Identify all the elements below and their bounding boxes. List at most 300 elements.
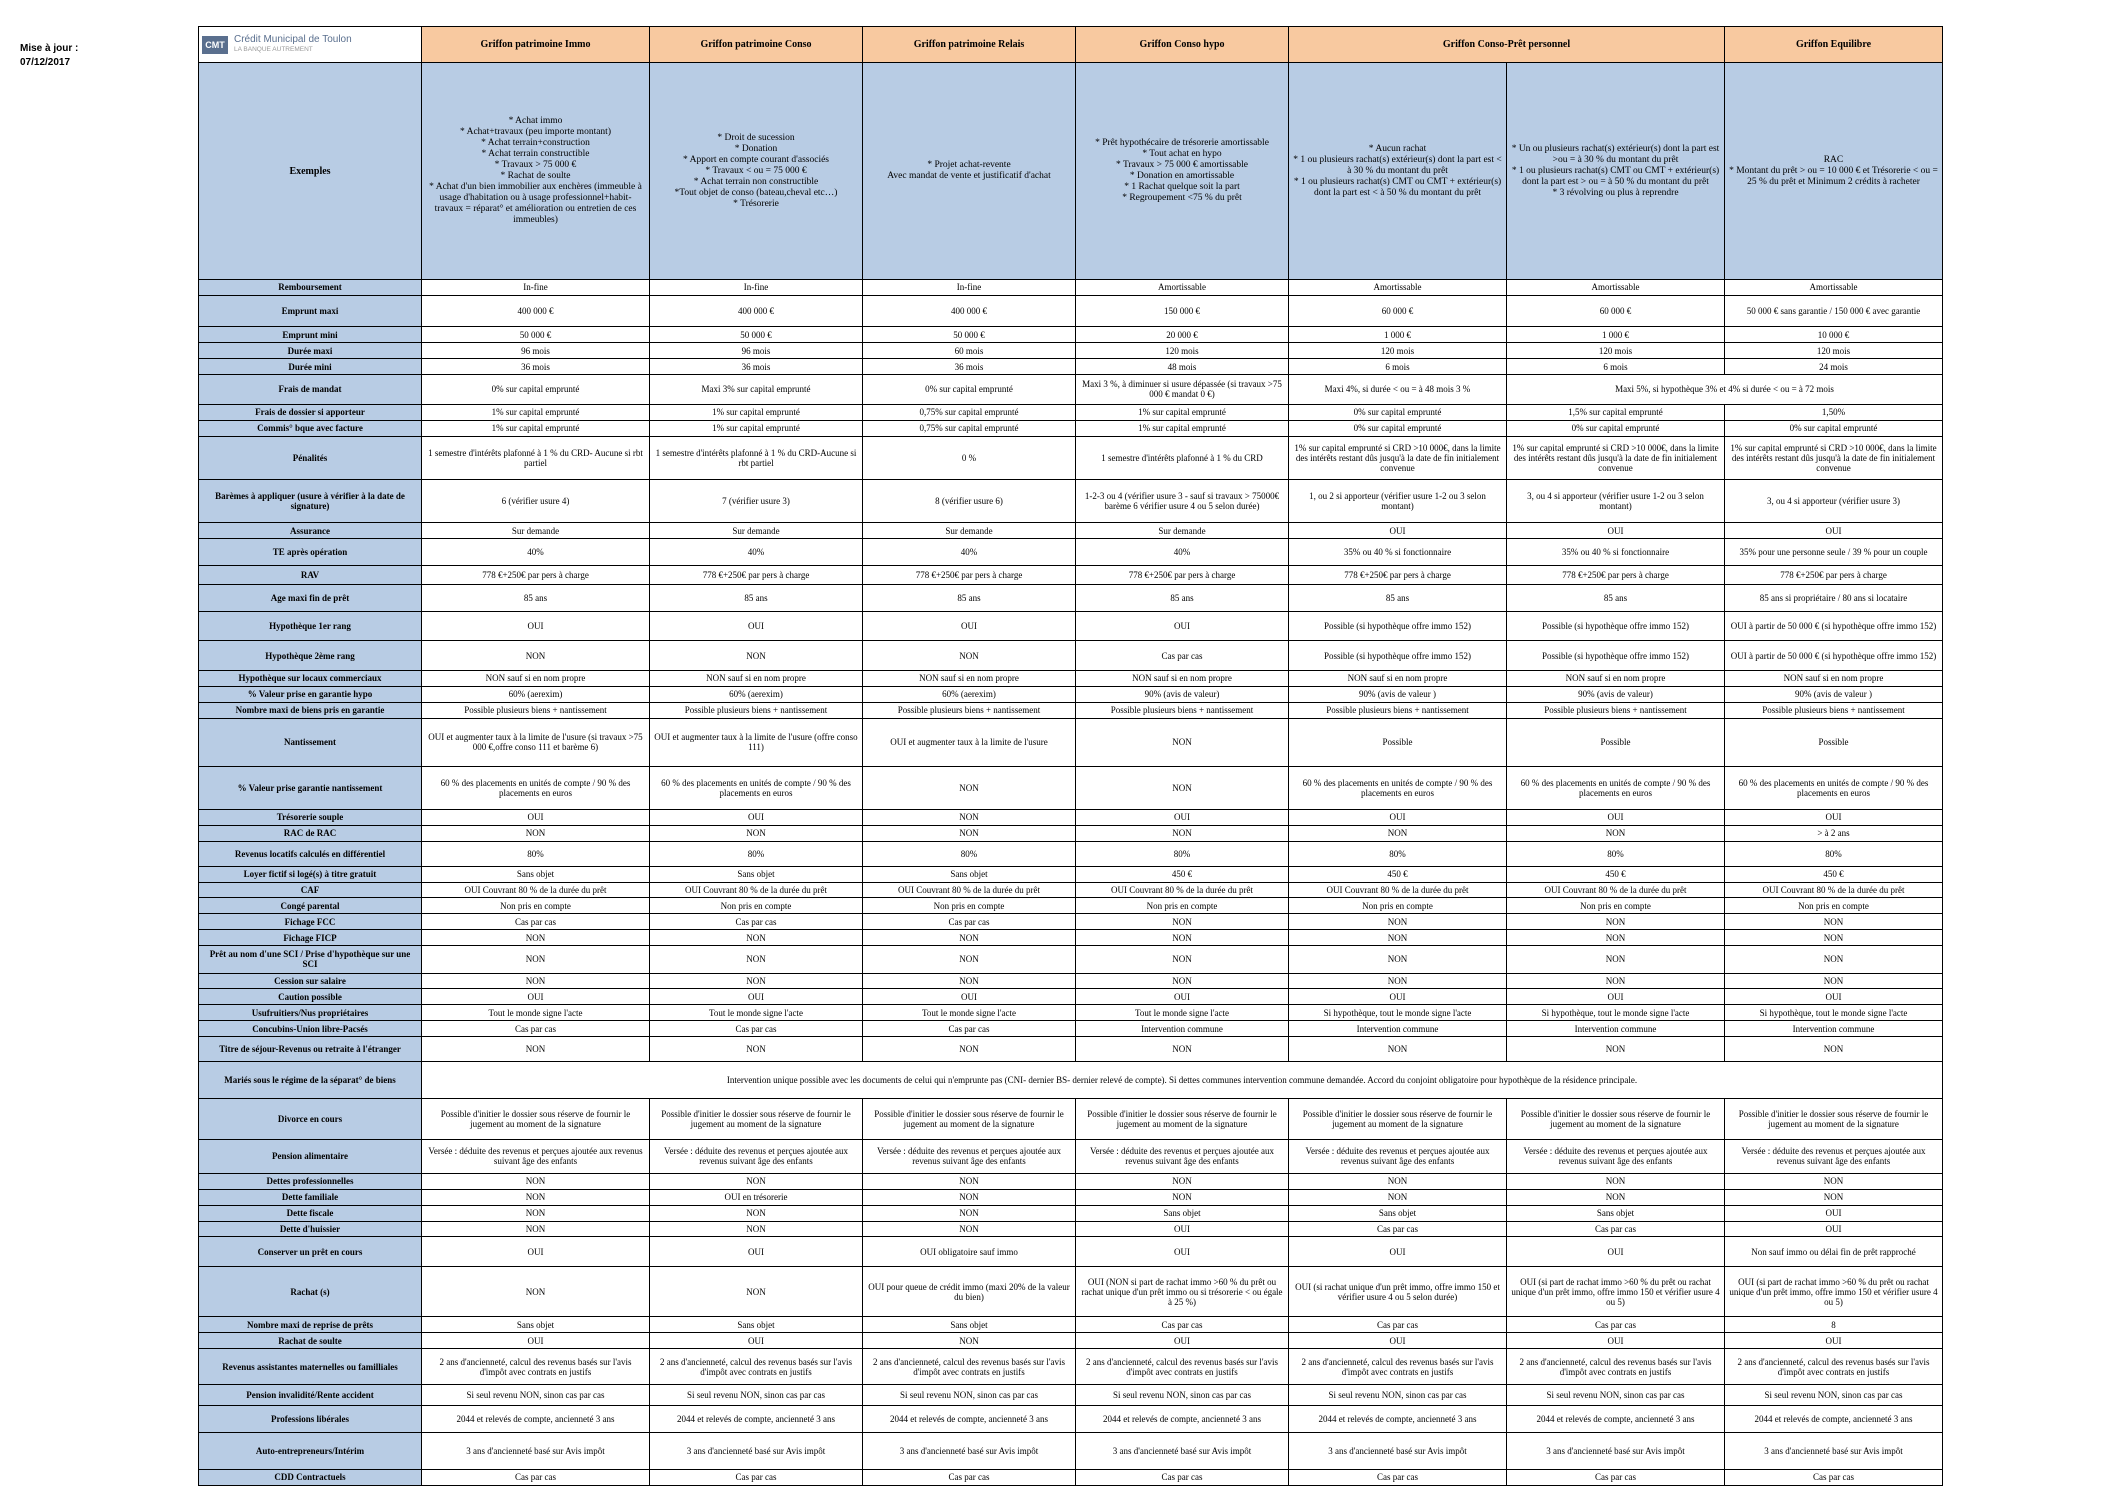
table-cell: OUI [1289, 523, 1507, 539]
table-cell: Possible [1507, 718, 1725, 766]
table-cell: OUI Couvrant 80 % de la durée du prêt [650, 882, 863, 898]
table-cell: NON [422, 1189, 650, 1205]
table-cell: OUI [1076, 989, 1289, 1005]
table-cell: OUI [1725, 1221, 1943, 1237]
example-line: * Achat terrain+construction [481, 138, 590, 149]
table-cell: NON [422, 1205, 650, 1221]
example-line: * Travaux > 75 000 € amortissable [1115, 160, 1249, 171]
table-cell: 36 mois [863, 359, 1076, 375]
table-cell: NON [422, 946, 650, 973]
table-cell: OUI [1289, 1237, 1507, 1267]
table-cell: Cas par cas [650, 1021, 863, 1037]
table-cell: Sans objet [650, 866, 863, 882]
example-line: * Projet achat-revente [927, 160, 1011, 171]
table-cell: NON [1725, 946, 1943, 973]
table-cell: 96 mois [422, 343, 650, 359]
table-cell: OUI [1725, 1333, 1943, 1349]
table-cell: 90% (avis de valeur ) [1725, 686, 1943, 702]
product-header: Griffon patrimoine Relais [863, 27, 1076, 63]
table-cell: Cas par cas [1507, 1317, 1725, 1333]
table-cell: NON [863, 809, 1076, 825]
table-cell: 3 ans d'ancienneté basé sur Avis impôt [1725, 1433, 1943, 1469]
table-row [199, 1098, 1943, 1139]
table-row [199, 375, 1943, 405]
row-label: Fichage FICP [199, 930, 422, 946]
table-row [199, 670, 1943, 686]
table-cell: Possible [1289, 718, 1507, 766]
table-cell: Sans objet [1507, 1205, 1725, 1221]
table-cell: NON [1507, 930, 1725, 946]
table-cell: NON [1725, 1037, 1943, 1062]
table-cell: Cas par cas [1507, 1469, 1725, 1485]
table-cell: NON [650, 973, 863, 989]
table-cell: Possible [1725, 718, 1943, 766]
table-cell: 60 000 € [1507, 295, 1725, 327]
table-cell: 1-2-3 ou 4 (vérifier usure 3 - sauf si travaux > 75000€ barème 6 vérifier usure 4 ou 5 selon durée) [1076, 479, 1289, 522]
table-cell: 778 €+250€ par pers à charge [422, 566, 650, 584]
table-cell: Si seul revenu NON, sinon cas par cas [1076, 1385, 1289, 1405]
row-label: Caution possible [199, 989, 422, 1005]
cmt-logo-mark: CMT [202, 36, 228, 54]
table-row [199, 989, 1943, 1005]
row-label: Rachat de soulte [199, 1333, 422, 1349]
row-label: Revenus assistantes maternelles ou familliales [199, 1348, 422, 1384]
table-cell: NON [1076, 718, 1289, 766]
table-cell: 60 % des placements en unités de compte / 90 % des placements en euros [650, 766, 863, 809]
table-cell: 40% [1076, 538, 1289, 565]
table-cell: Cas par cas [422, 1021, 650, 1037]
table-cell: NON [1725, 973, 1943, 989]
examples-cell [1507, 63, 1725, 279]
table-cell: OUI [1289, 1333, 1507, 1349]
table-cell: Cas par cas [1507, 1221, 1725, 1237]
table-cell: Cas par cas [650, 914, 863, 930]
table-cell: 450 € [1289, 866, 1507, 882]
table-cell: 36 mois [650, 359, 863, 375]
table-cell: OUI [1076, 809, 1289, 825]
row-label: Dette familiale [199, 1189, 422, 1205]
table-cell: 50 000 € sans garantie / 150 000 € avec garantie [1725, 295, 1943, 327]
table-cell: 1,50% [1725, 404, 1943, 420]
table-cell: 400 000 € [650, 295, 863, 327]
row-label: Congé parental [199, 898, 422, 914]
table-cell: Tout le monde signe l'acte [422, 1005, 650, 1021]
table-cell: 0% sur capital emprunté [1725, 420, 1943, 436]
table-cell: NON sauf si en nom propre [1289, 670, 1507, 686]
example-line: * Droit de sucession [717, 132, 795, 143]
logo-name: Crédit Municipal de Toulon [234, 33, 352, 45]
table-cell: 1% sur capital emprunté [422, 420, 650, 436]
table-cell: 778 €+250€ par pers à charge [1725, 566, 1943, 584]
table-row [199, 946, 1943, 973]
example-line: * Rachat de soulte [500, 171, 571, 182]
table-cell: NON [863, 973, 1076, 989]
table-cell: Cas par cas [863, 914, 1076, 930]
table-cell: 85 ans [1076, 584, 1289, 611]
table-cell: 1,5% sur capital emprunté [1507, 404, 1725, 420]
table-cell: OUI [650, 1237, 863, 1267]
table-cell: Si seul revenu NON, sinon cas par cas [422, 1385, 650, 1405]
table-cell: OUI à partir de 50 000 € (si hypothèque offre immo 152) [1725, 611, 1943, 641]
table-cell: 2 ans d'ancienneté, calcul des revenus basés sur l'avis d'impôt avec contrats en justifs [422, 1348, 650, 1384]
row-label: Frais de dossier si apporteur [199, 404, 422, 420]
table-cell: 2044 et relevés de compte, ancienneté 3 ans [422, 1405, 650, 1432]
table-cell: Possible plusieurs biens + nantissement [863, 702, 1076, 718]
table-cell: NON [863, 1221, 1076, 1237]
examples-row [199, 63, 1943, 279]
example-line: * 3 révolving ou plus à reprendre [1552, 187, 1679, 198]
table-cell: NON [1289, 1189, 1507, 1205]
table-cell: NON [650, 946, 863, 973]
table-cell: OUI et augmenter taux à la limite de l'usure (si travaux >75 000 €,offre conso 111 et barème 6) [422, 718, 650, 766]
table-cell: NON [863, 946, 1076, 973]
example-line: Avec mandat de vente et justificatif d'achat [887, 171, 1051, 182]
table-cell: OUI [650, 1333, 863, 1349]
table-cell: Si hypothèque, tout le monde signe l'acte [1507, 1005, 1725, 1021]
table-row [199, 343, 1943, 359]
table-row [199, 1433, 1943, 1469]
table-cell: Si hypothèque, tout le monde signe l'acte [1725, 1005, 1943, 1021]
table-cell: NON [1289, 946, 1507, 973]
table-cell: Sans objet [650, 1317, 863, 1333]
table-row [199, 1385, 1943, 1405]
example-line: * Achat immo [508, 116, 563, 127]
example-line: * Tout achat en hypo [1142, 149, 1222, 160]
table-cell: Tout le monde signe l'acte [863, 1005, 1076, 1021]
table-cell: 40% [863, 538, 1076, 565]
table-cell: 0,75% sur capital emprunté [863, 404, 1076, 420]
table-cell: Possible d'initier le dossier sous réserve de fournir le jugement au moment de la signature [1507, 1098, 1725, 1139]
table-row [199, 1348, 1943, 1384]
row-label: Barèmes à appliquer (usure à vérifier à la date de signature) [199, 479, 422, 522]
table-cell: Cas par cas [863, 1469, 1076, 1485]
table-cell: Maxi 5%, si hypothèque 3% et 4% si durée < ou = à 72 mois [1507, 375, 1943, 405]
table-cell: 778 €+250€ par pers à charge [1289, 566, 1507, 584]
table-cell: 778 €+250€ par pers à charge [650, 566, 863, 584]
table-cell: 1 000 € [1507, 327, 1725, 343]
table-cell: Si seul revenu NON, sinon cas par cas [863, 1385, 1076, 1405]
row-label: RAV [199, 566, 422, 584]
table-cell: OUI (NON si part de rachat immo >60 % du prêt ou rachat unique d'un prêt immo ou si trésorerie < ou égale à 25 %) [1076, 1267, 1289, 1317]
table-cell: NON [422, 973, 650, 989]
table-cell: NON [863, 766, 1076, 809]
table-row [199, 809, 1943, 825]
table-cell: 80% [650, 841, 863, 866]
table-cell: OUI [1507, 989, 1725, 1005]
table-cell: OUI [422, 611, 650, 641]
table-cell: Intervention commune [1507, 1021, 1725, 1037]
table-cell: 6 mois [1289, 359, 1507, 375]
table-cell: OUI [1725, 989, 1943, 1005]
table-cell: OUI [1289, 989, 1507, 1005]
row-label: Durée mini [199, 359, 422, 375]
table-cell: OUI [1076, 1237, 1289, 1267]
table-cell: 1% sur capital emprunté [1076, 404, 1289, 420]
row-label: Dette d'huissier [199, 1221, 422, 1237]
product-comparison-table [198, 26, 1942, 1486]
table-cell: OUI [422, 809, 650, 825]
table-cell: 450 € [1507, 866, 1725, 882]
table-cell: Maxi 3% sur capital emprunté [650, 375, 863, 405]
row-label: Pénalités [199, 436, 422, 479]
table-cell: NON [1507, 914, 1725, 930]
table-cell: 8 (vérifier usure 6) [863, 479, 1076, 522]
table-cell: 778 €+250€ par pers à charge [1507, 566, 1725, 584]
product-header: Griffon Equilibre [1725, 27, 1943, 63]
table-cell: 80% [1725, 841, 1943, 866]
table-cell: Tout le monde signe l'acte [1076, 1005, 1289, 1021]
table-cell: OUI (si part de rachat immo >60 % du prêt ou rachat unique d'un prêt immo, offre immo 150 et vérifier usure 4 ou 5) [1725, 1267, 1943, 1317]
logo-cell [199, 27, 422, 63]
table-cell: 40% [650, 538, 863, 565]
table-cell: OUI Couvrant 80 % de la durée du prêt [422, 882, 650, 898]
table-cell: 1% sur capital emprunté [1076, 420, 1289, 436]
table-cell: Possible (si hypothèque offre immo 152) [1507, 611, 1725, 641]
row-label: Remboursement [199, 279, 422, 295]
example-line: * Achat+travaux (peu importe montant) [460, 127, 611, 138]
table-cell: 35% pour une personne seule / 39 % pour un couple [1725, 538, 1943, 565]
table-cell: NON [863, 1037, 1076, 1062]
table-row [199, 882, 1943, 898]
table-cell: NON [650, 1205, 863, 1221]
table-row [199, 1405, 1943, 1432]
table-row [199, 914, 1943, 930]
table-cell: NON sauf si en nom propre [1076, 670, 1289, 686]
table-row [199, 973, 1943, 989]
table-cell: Cas par cas [1289, 1317, 1507, 1333]
table-cell: 1% sur capital emprunté si CRD >10 000€, dans la limite des intérêts restant dûs jusqu'à la date de fin initialement convenue [1289, 436, 1507, 479]
row-label: Nombre maxi de biens pris en garantie [199, 702, 422, 718]
table-cell: 60 % des placements en unités de compte / 90 % des placements en euros [422, 766, 650, 809]
table-cell: 1% sur capital emprunté si CRD >10 000€, dans la limite des intérêts restant dûs jusqu'à la date de fin initialement convenue [1725, 436, 1943, 479]
table-cell: OUI [1507, 1237, 1725, 1267]
table-cell: OUI Couvrant 80 % de la durée du prêt [1289, 882, 1507, 898]
table-cell: Non sauf immo ou délai fin de prêt rapproché [1725, 1237, 1943, 1267]
table-cell: NON [422, 1267, 650, 1317]
example-line: *Tout objet de conso (bateau,cheval etc…) [674, 187, 838, 198]
table-cell: 2044 et relevés de compte, ancienneté 3 ans [1507, 1405, 1725, 1432]
row-label: Fichage FCC [199, 914, 422, 930]
table-cell: Versée : déduite des revenus et perçues ajoutée aux revenus suivant âge des enfants [1289, 1139, 1507, 1173]
row-label: Dettes professionnelles [199, 1173, 422, 1189]
table-cell: 6 mois [1507, 359, 1725, 375]
table-cell: OUI (si part de rachat immo >60 % du prêt ou rachat unique d'un prêt immo, offre immo 150 et vérifier usure 4 ou 5) [1507, 1267, 1725, 1317]
table-cell: OUI Couvrant 80 % de la durée du prêt [1076, 882, 1289, 898]
table-cell: Versée : déduite des revenus et perçues ajoutée aux revenus suivant âge des enfants [1725, 1139, 1943, 1173]
table-cell: 400 000 € [863, 295, 1076, 327]
table-cell: 40% [422, 538, 650, 565]
row-label: Cession sur salaire [199, 973, 422, 989]
row-label: CDD Contractuels [199, 1469, 422, 1485]
table-row [199, 1221, 1943, 1237]
table-cell: NON [1507, 946, 1725, 973]
table-cell: 1% sur capital emprunté [422, 404, 650, 420]
example-line: * Montant du prêt > ou = 10 000 € et Trésorerie < ou = 25 % du prêt et Minimum 2 crédits à racheter [1729, 165, 1938, 187]
example-line: RAC [1823, 154, 1844, 165]
table-cell: 1 000 € [1289, 327, 1507, 343]
table-row [199, 1173, 1943, 1189]
table-cell: Sur demande [863, 523, 1076, 539]
table-cell: Tout le monde signe l'acte [650, 1005, 863, 1021]
table-cell: 50 000 € [650, 327, 863, 343]
table-cell: NON [1076, 930, 1289, 946]
table-cell: 85 ans [863, 584, 1076, 611]
table-cell: Versée : déduite des revenus et perçues ajoutée aux revenus suivant âge des enfants [1076, 1139, 1289, 1173]
table-cell: NON [1507, 973, 1725, 989]
table-cell: NON [863, 641, 1076, 671]
table-cell: NON [1289, 825, 1507, 841]
row-label: RAC de RAC [199, 825, 422, 841]
table-cell: 50 000 € [863, 327, 1076, 343]
table-cell: Versée : déduite des revenus et perçues ajoutée aux revenus suivant âge des enfants [650, 1139, 863, 1173]
row-label: Nombre maxi de reprise de prêts [199, 1317, 422, 1333]
row-label: CAF [199, 882, 422, 898]
table-row [199, 866, 1943, 882]
table-cell: NON [1289, 1173, 1507, 1189]
row-label: Auto-entrepreneurs/Intérim [199, 1433, 422, 1469]
table-row [199, 930, 1943, 946]
table-row [199, 538, 1943, 565]
header-row [199, 27, 1943, 63]
row-label: Frais de mandat [199, 375, 422, 405]
table-cell: NON [650, 1037, 863, 1062]
table-cell: 120 mois [1725, 343, 1943, 359]
table-cell: Si seul revenu NON, sinon cas par cas [1507, 1385, 1725, 1405]
table-cell: NON sauf si en nom propre [1507, 670, 1725, 686]
table-row [199, 702, 1943, 718]
update-date: 07/12/2017 [20, 57, 71, 68]
update-info [20, 42, 180, 70]
table-cell: Possible d'initier le dossier sous réserve de fournir le jugement au moment de la signature [1076, 1098, 1289, 1139]
table-row [199, 404, 1943, 420]
table-cell: 60 % des placements en unités de compte / 90 % des placements en euros [1725, 766, 1943, 809]
product-header: Griffon Conso hypo [1076, 27, 1289, 63]
example-line: * Donation [734, 143, 778, 154]
examples-cell [422, 63, 650, 279]
table-row [199, 1205, 1943, 1221]
table-cell: OUI [1076, 1333, 1289, 1349]
table-cell: 10 000 € [1725, 327, 1943, 343]
table-row [199, 1333, 1943, 1349]
table-cell: 2044 et relevés de compte, ancienneté 3 ans [863, 1405, 1076, 1432]
table-cell: 778 €+250€ par pers à charge [1076, 566, 1289, 584]
table-cell: 1% sur capital emprunté [650, 420, 863, 436]
table-cell: 3 ans d'ancienneté basé sur Avis impôt [1289, 1433, 1507, 1469]
table-cell: Possible plusieurs biens + nantissement [1507, 702, 1725, 718]
table-cell: 450 € [1725, 866, 1943, 882]
table-cell: 6 (vérifier usure 4) [422, 479, 650, 522]
table-cell: NON sauf si en nom propre [650, 670, 863, 686]
example-line: * Achat terrain non constructible [693, 176, 819, 187]
example-line: * Achat terrain constructible [481, 149, 590, 160]
row-label: % Valeur prise en garantie hypo [199, 686, 422, 702]
table-cell: OUI pour queue de crédit immo (maxi 20% de la valeur du bien) [863, 1267, 1076, 1317]
table-cell: 85 ans [1289, 584, 1507, 611]
table-cell: Si seul revenu NON, sinon cas par cas [650, 1385, 863, 1405]
table-cell: 2 ans d'ancienneté, calcul des revenus basés sur l'avis d'impôt avec contrats en justifs [863, 1348, 1076, 1384]
table-row [199, 686, 1943, 702]
row-label: Durée maxi [199, 343, 422, 359]
table-cell: OUI [1289, 809, 1507, 825]
table-cell: Amortissable [1076, 279, 1289, 295]
table-cell: NON [650, 641, 863, 671]
product-header: Griffon patrimoine Immo [422, 27, 650, 63]
table-cell: 0% sur capital emprunté [1289, 420, 1507, 436]
table-cell: NON [1725, 930, 1943, 946]
table-cell: NON [1289, 973, 1507, 989]
table-row [199, 1005, 1943, 1021]
table-cell: 150 000 € [1076, 295, 1289, 327]
table-cell: 20 000 € [1076, 327, 1289, 343]
table-cell: Cas par cas [422, 914, 650, 930]
example-line: * 1 ou plusieurs rachat(s) CMT ou CMT + extérieur(s) dont la part est < à 50 % du montant du prêt [1293, 176, 1502, 198]
row-label: Usufruitiers/Nus propriétaires [199, 1005, 422, 1021]
table-cell: NON [863, 1189, 1076, 1205]
table-cell: NON [1507, 1189, 1725, 1205]
example-line: * Trésorerie [733, 198, 779, 209]
table-cell: Sans objet [863, 866, 1076, 882]
example-line: * Apport en compte courant d'associés [682, 154, 830, 165]
row-label: Pension invalidité/Rente accident [199, 1385, 422, 1405]
table-cell: NON [1507, 1173, 1725, 1189]
table-cell: 36 mois [422, 359, 650, 375]
table-cell: 0% sur capital emprunté [1289, 404, 1507, 420]
table-cell: OUI et augmenter taux à la limite de l'usure (offre conso 111) [650, 718, 863, 766]
table-cell: NON [422, 1037, 650, 1062]
table-cell: 0 % [863, 436, 1076, 479]
table-row [199, 825, 1943, 841]
table-cell: Cas par cas [650, 1469, 863, 1485]
logo-tagline: LA BANQUE AUTREMENT [234, 45, 313, 53]
table-cell: Cas par cas [1725, 1469, 1943, 1485]
table-row [199, 436, 1943, 479]
table-cell: Possible d'initier le dossier sous réserve de fournir le jugement au moment de la signature [650, 1098, 863, 1139]
table-cell: Sans objet [1076, 1205, 1289, 1221]
table-cell: Possible (si hypothèque offre immo 152) [1289, 611, 1507, 641]
table-cell: 120 mois [1289, 343, 1507, 359]
table-cell: NON [863, 930, 1076, 946]
table-cell: NON [1076, 825, 1289, 841]
table-cell: Possible plusieurs biens + nantissement [1289, 702, 1507, 718]
table-cell: 35% ou 40 % si fonctionnaire [1289, 538, 1507, 565]
example-line: * Travaux > 75 000 € [494, 160, 577, 171]
table-cell: 0% sur capital emprunté [1507, 420, 1725, 436]
table-cell: NON [1076, 946, 1289, 973]
table-cell: 2 ans d'ancienneté, calcul des revenus basés sur l'avis d'impôt avec contrats en justifs [650, 1348, 863, 1384]
table-cell: Possible (si hypothèque offre immo 152) [1289, 641, 1507, 671]
table-cell: Intervention commune [1289, 1021, 1507, 1037]
table-cell: Intervention commune [1725, 1021, 1943, 1037]
table-cell: > à 2 ans [1725, 825, 1943, 841]
table-cell: 85 ans [422, 584, 650, 611]
table-cell: NON [863, 1173, 1076, 1189]
example-line: * 1 Rachat quelque soit la part [1124, 182, 1240, 193]
product-header: Griffon patrimoine Conso [650, 27, 863, 63]
table-cell: Intervention unique possible avec les documents de celui qui n'emprunte pas (CNI- dernier BS- dernier relevé de compte). Si dettes communes intervention commune demandée. Accord du conjoint obligatoire pour hypothèque de la résidence principale. [422, 1062, 1943, 1098]
table-cell: OUI en trésorerie [650, 1189, 863, 1205]
table-cell: 450 € [1076, 866, 1289, 882]
row-label: Loyer fictif si logé(s) à titre gratuit [199, 866, 422, 882]
table-cell: 60 % des placements en unités de compte / 90 % des placements en euros [1289, 766, 1507, 809]
table-cell: 1 semestre d'intérêts plafonné à 1 % du CRD [1076, 436, 1289, 479]
table-row [199, 766, 1943, 809]
table-cell: NON [1076, 914, 1289, 930]
example-line: * Un ou plusieurs rachat(s) extérieur(s) dont la part est >ou = à 30 % du montant du prêt [1511, 143, 1720, 165]
table-row [199, 1317, 1943, 1333]
table-cell: 2044 et relevés de compte, ancienneté 3 ans [650, 1405, 863, 1432]
table-cell: Maxi 3 %, à diminuer si usure dépassée (si travaux >75 000 € mandat 0 €) [1076, 375, 1289, 405]
table-cell: Cas par cas [1076, 641, 1289, 671]
